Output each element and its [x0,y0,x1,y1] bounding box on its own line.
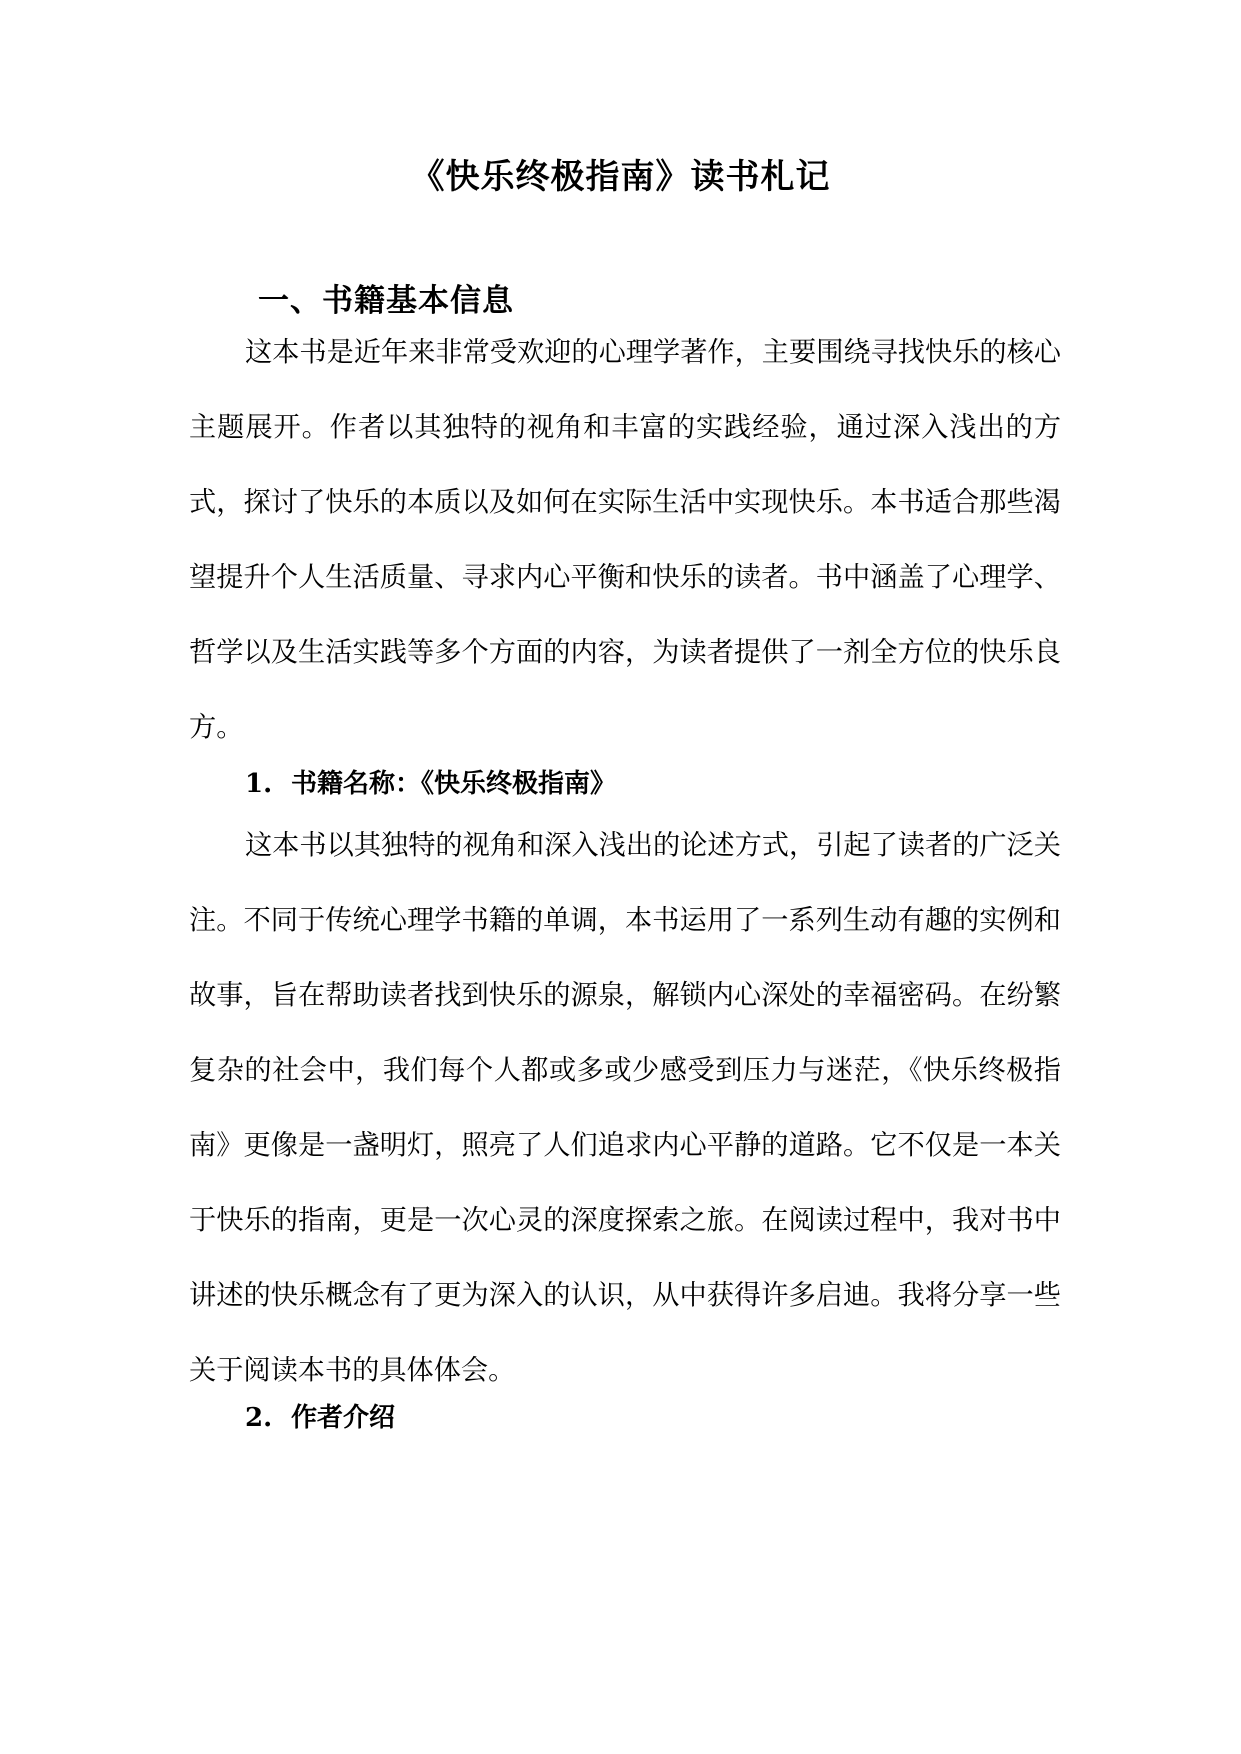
subsection-number: 2. [245,1403,273,1433]
document-title: 《快乐终极指南》读书札记 [410,157,831,197]
section-heading-basic-info: 一、书籍基本信息 [258,283,514,319]
section-paragraph-basic-info: 这本书是近年来非常受欢迎的心理学著作，主要围绕寻找快乐的核心主题展开。作者以其独特的视角和丰富的实践经验，通过深入浅出的方式，探讨了快乐的本质以及如何在实际生活中实现快乐。本书适合那些渴望提升个人生活质量、寻求内心平衡和快乐的读者。书中涵盖了心理学、哲学以及生活实践等多个方面的内容，为读者提供了一剂全方位的快乐良方。 [189,337,1061,743]
subsection-number: 1. [245,769,273,799]
subsection-title: 作者介绍 [291,1403,396,1433]
subsection-paragraph-book-name: 这本书以其独特的视角和深入浅出的论述方式，引起了读者的广泛关注。不同于传统心理学书籍的单调，本书运用了一系列生动有趣的实例和故事，旨在帮助读者找到快乐的源泉，解锁内心深处的幸福密码。在纷繁复杂的社会中，我们每个人都或多或少感受到压力与迷茫，《快乐终极指南》更像是一盏明灯，照亮了人们追求内心平静的道路。它不仅是一本关于快乐的指南，更是一次心灵的深度探索之旅。在阅读过程中，我对书中讲述的快乐概念有了更为深入的认识，从中获得许多启迪。我将分享一些关于阅读本书的具体体会。 [189,830,1061,1386]
subsection-heading-author [245,1398,395,1438]
subsection-title: 书籍名称：《快乐终极指南》 [291,769,617,799]
subsection-heading-book-name [245,764,616,804]
